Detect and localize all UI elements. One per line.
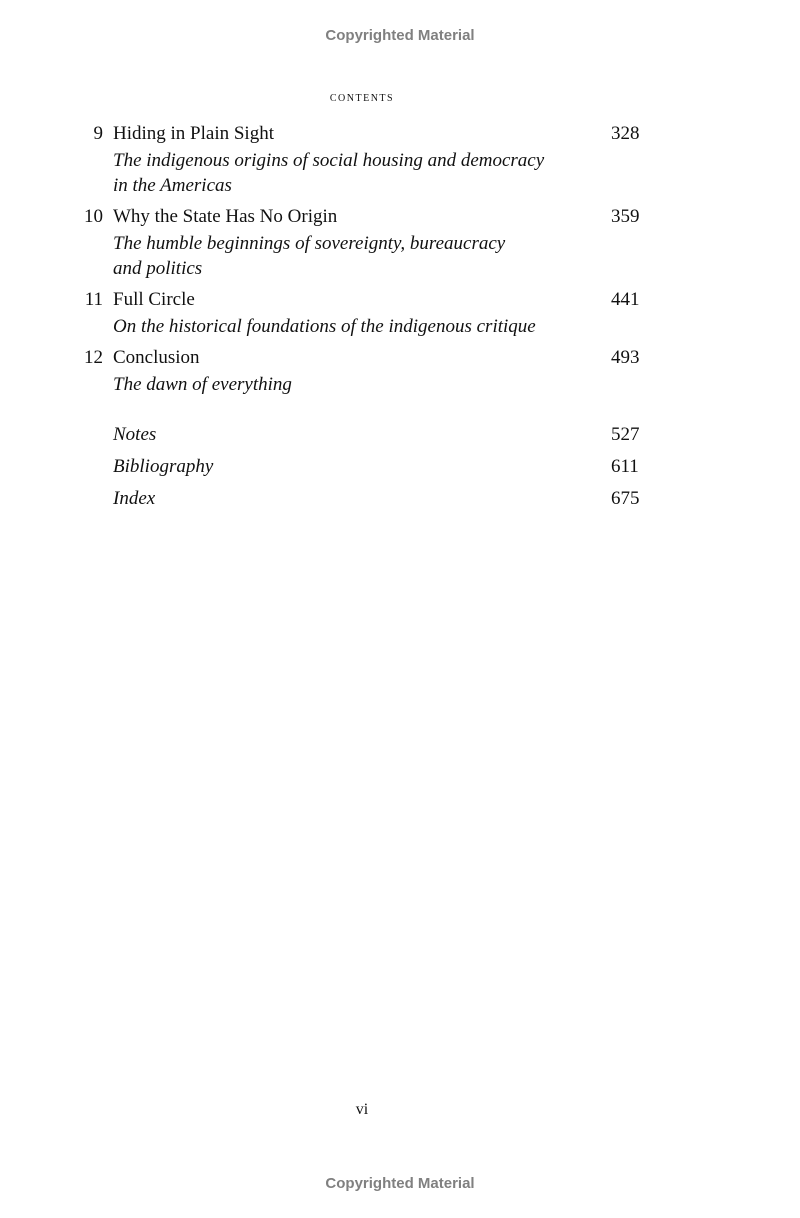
page-number: 359: [611, 206, 640, 227]
page-number: 675: [611, 488, 640, 509]
chapter-subtitle-line-2: and politics: [113, 258, 203, 279]
copyright-watermark-bottom: Copyrighted Material: [325, 1175, 475, 1192]
page-folio: vi: [355, 1101, 369, 1118]
chapter-title: Conclusion: [113, 347, 200, 368]
copyright-watermark-top: Copyrighted Material: [325, 27, 475, 44]
chapter-title: Hiding in Plain Sight: [113, 123, 274, 144]
chapter-title: Why the State Has No Origin: [113, 206, 338, 227]
chapter-number: 10: [84, 206, 103, 227]
page-number: 441: [611, 289, 640, 310]
chapter-number: 12: [84, 347, 103, 368]
chapter-subtitle-line-1: The humble beginnings of sovereignty, bureaucracy: [113, 233, 506, 254]
chapter-number: 11: [84, 289, 103, 310]
chapter-subtitle: The dawn of everything: [113, 374, 292, 395]
page-number: 493: [611, 347, 640, 368]
backmatter-title: Index: [113, 488, 156, 509]
backmatter-title: Notes: [113, 424, 157, 445]
chapter-subtitle-line-1: The indigenous origins of social housing and democracy: [113, 150, 545, 171]
page-number: 611: [611, 456, 639, 477]
chapter-subtitle-line-2: in the Americas: [113, 175, 232, 196]
chapter-number: 9: [93, 123, 103, 144]
page-number: 527: [611, 424, 640, 445]
backmatter-title: Bibliography: [113, 456, 214, 477]
chapter-subtitle: On the historical foundations of the indigenous critique: [113, 316, 536, 337]
contents-heading: contents: [329, 90, 395, 105]
page-number: 328: [611, 123, 640, 144]
chapter-title: Full Circle: [113, 289, 195, 310]
